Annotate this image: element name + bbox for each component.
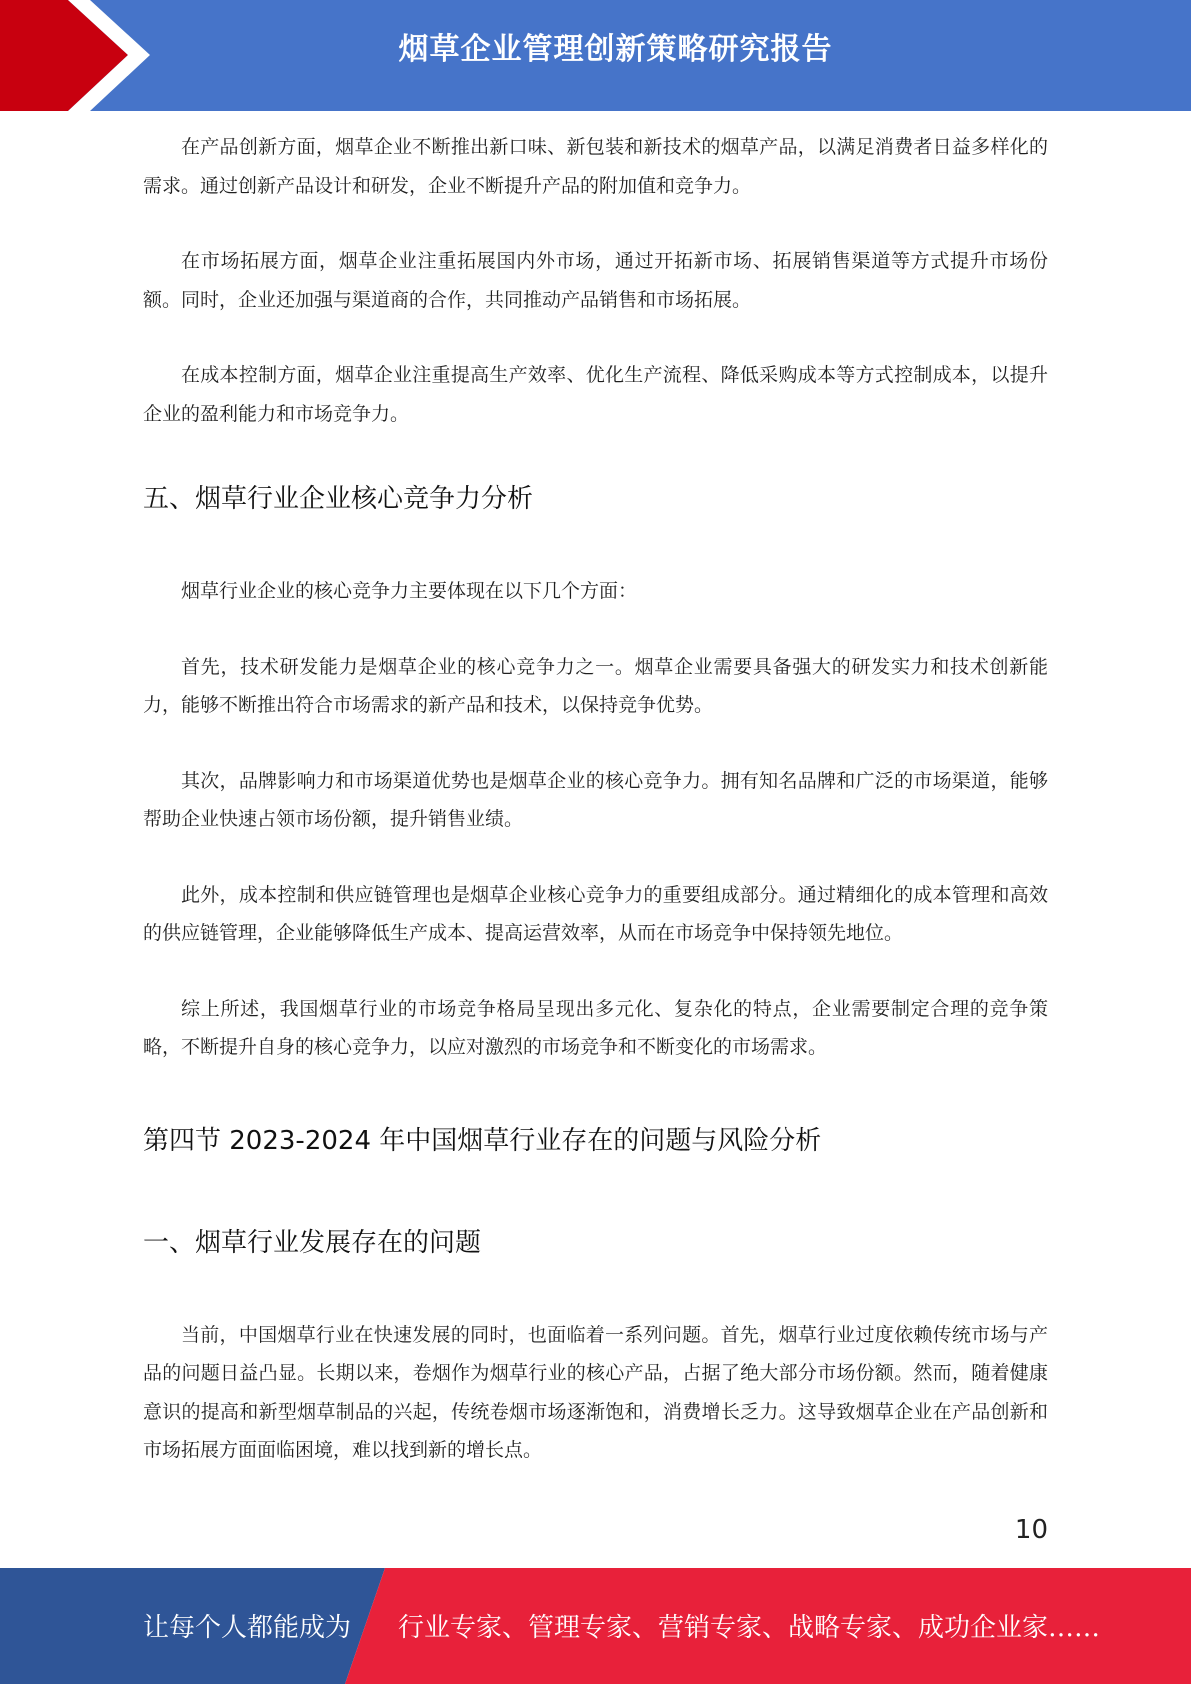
paragraph: 综上所述，我国烟草行业的市场竞争格局呈现出多元化、复杂化的特点，企业需要制定合理的竞争策略，不断提升自身的核心竞争力，以应对激烈的市场竞争和不断变化的市场需求。 — [143, 997, 1048, 1058]
page-header — [0, 0, 1191, 111]
section-heading: 第四节 2023-2024 年中国烟草行业存在的问题与风险分析 — [143, 1125, 822, 1156]
paragraph: 其次，品牌影响力和市场渠道优势也是烟草企业的核心竞争力。拥有知名品牌和广泛的市场渠道，能够帮助企业快速占领市场份额，提升销售业绩。 — [143, 769, 1048, 830]
section-heading: 一、烟草行业发展存在的问题 — [143, 1227, 482, 1258]
document-body — [143, 128, 1048, 1470]
paragraph: 在成本控制方面，烟草企业注重提高生产效率、优化生产流程、降低采购成本等方式控制成本，以提升企业的盈利能力和市场竞争力。 — [143, 364, 1048, 425]
section-heading: 五、烟草行业企业核心竞争力分析 — [143, 484, 534, 514]
page-footer — [0, 1568, 1191, 1684]
paragraph: 在市场拓展方面，烟草企业注重拓展国内外市场，通过开拓新市场、拓展销售渠道等方式提升市场份额。同时，企业还加强与渠道商的合作，共同推动产品销售和市场拓展。 — [143, 250, 1048, 311]
page-number: 10 — [1014, 1515, 1048, 1545]
footer-slogan-right: 行业专家、管理专家、营销专家、战略专家、成功企业家…… — [398, 1613, 1101, 1643]
paragraph: 此外，成本控制和供应链管理也是烟草企业核心竞争力的重要组成部分。通过精细化的成本管理和高效的供应链管理，企业能够降低生产成本、提高运营效率，从而在市场竞争中保持领先地位。 — [143, 883, 1048, 944]
footer-slogan-left: 让每个人都能成为 — [143, 1613, 352, 1643]
paragraph: 在产品创新方面，烟草企业不断推出新口味、新包装和新技术的烟草产品，以满足消费者日益多样化的需求。通过创新产品设计和研发，企业不断提升产品的附加值和竞争力。 — [143, 136, 1048, 197]
paragraph: 首先，技术研发能力是烟草企业的核心竞争力之一。烟草企业需要具备强大的研发实力和技术创新能力，能够不断推出符合市场需求的新产品和技术，以保持竞争优势。 — [143, 655, 1048, 716]
header-title: 烟草企业管理创新策略研究报告 — [398, 32, 833, 67]
paragraph: 烟草行业企业的核心竞争力主要体现在以下几个方面： — [181, 580, 638, 602]
paragraph: 当前，中国烟草行业在快速发展的同时，也面临着一系列问题。首先，烟草行业过度依赖传统市场与产品的问题日益凸显。长期以来，卷烟作为烟草行业的核心产品，占据了绝大部分市场份额。然而，随着健康意识的提高和新型烟草制品的兴起，传统卷烟市场逐渐饱和，消费增长乏力。这导致烟草企业在产品创新和市场拓展方面面临困境，难以找到新的增长点。 — [143, 1323, 1048, 1461]
